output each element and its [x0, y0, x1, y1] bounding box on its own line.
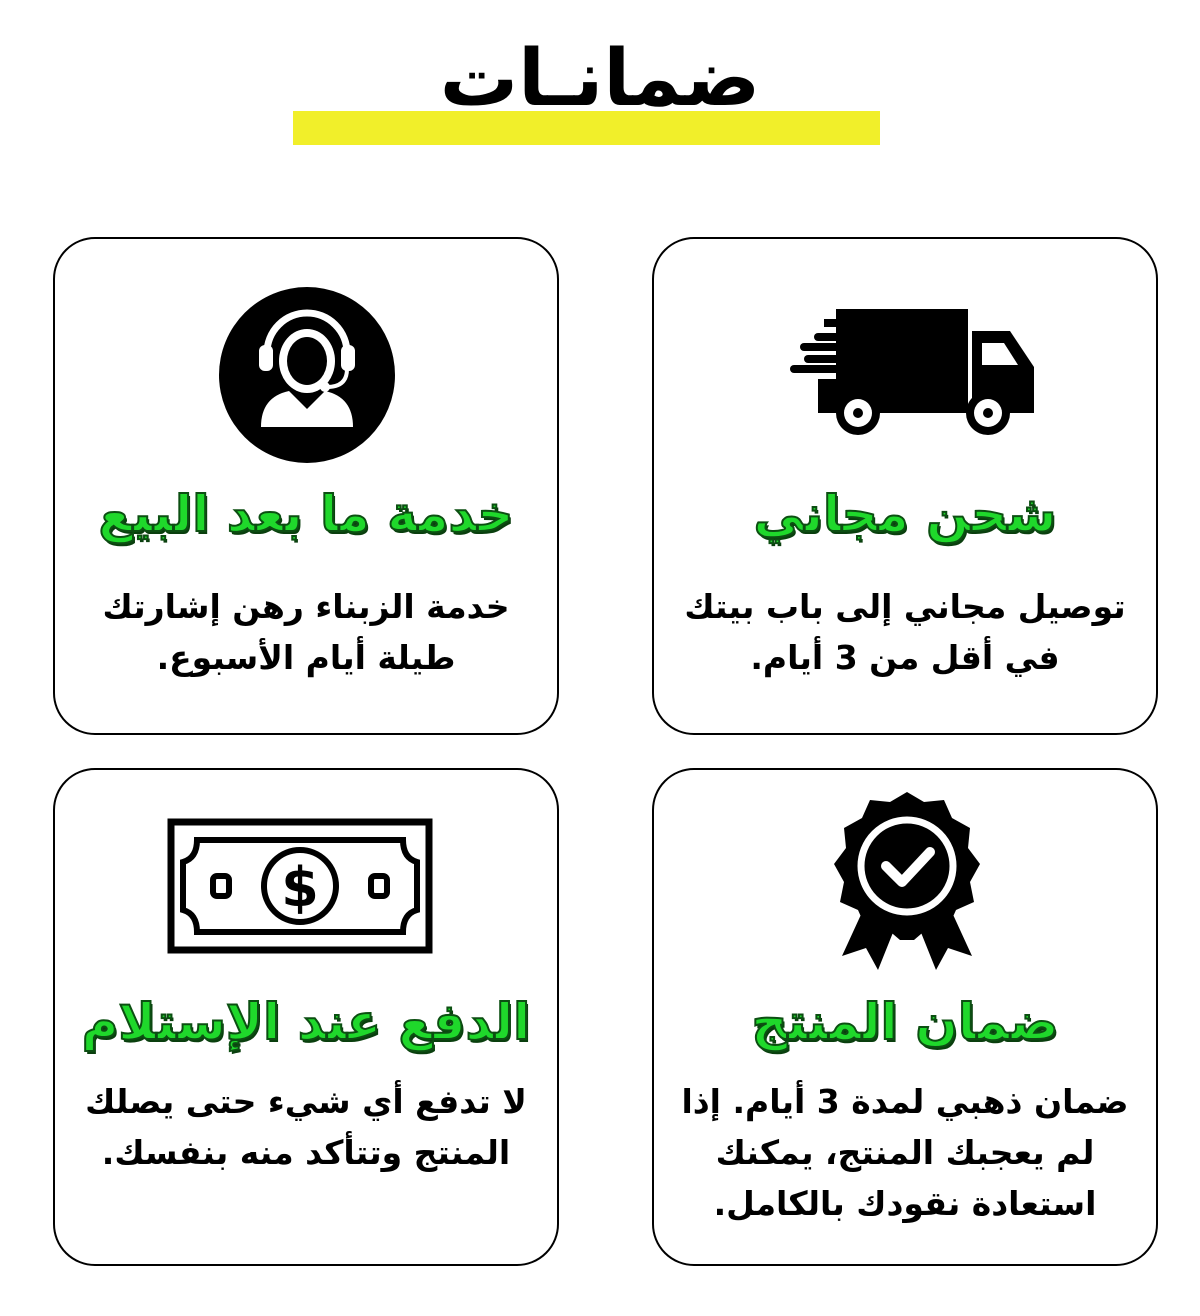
card-cash-on-delivery — [53, 768, 559, 1266]
customer-support-icon — [219, 287, 395, 463]
description-line: لم يعجبك المنتج، يمكنك — [715, 1133, 1095, 1173]
card-product-guarantee — [652, 768, 1158, 1266]
description-line: لا تدفع أي شيء حتى يصلك — [85, 1082, 527, 1121]
description-line: في أقل من 3 أيام. — [750, 638, 1060, 678]
description-line: ضمان ذهبي لمدة 3 أيام. إذا — [681, 1082, 1129, 1121]
card-heading: الدفع عند الإستلام — [81, 993, 531, 1051]
description-line: توصيل مجاني إلى باب بيتك — [684, 587, 1126, 626]
delivery-truck-icon — [788, 309, 1036, 435]
card-description — [65, 581, 547, 683]
card-description — [664, 1076, 1146, 1229]
card-free-shipping — [652, 237, 1158, 735]
description-line: المنتج وتتأكد منه بنفسك. — [101, 1133, 511, 1173]
card-description — [65, 1076, 547, 1178]
quality-badge-check-icon — [824, 788, 990, 974]
description-line: طيلة أيام الأسبوع. — [156, 638, 456, 678]
card-heading: ضمان المنتج — [751, 993, 1059, 1051]
card-after-sales-service — [53, 237, 559, 735]
description-line: استعادة نقودك بالكامل. — [713, 1184, 1097, 1224]
card-description — [664, 581, 1146, 683]
card-heading: خدمة ما بعد البيع — [98, 485, 514, 543]
svg-text:$: $ — [281, 856, 319, 919]
dollar-bill-icon — [167, 818, 433, 954]
card-heading: شحن مجاني — [753, 485, 1057, 543]
description-line: خدمة الزبناء رهن إشارتك — [102, 587, 510, 626]
page-title: ضمانـات — [439, 34, 761, 124]
